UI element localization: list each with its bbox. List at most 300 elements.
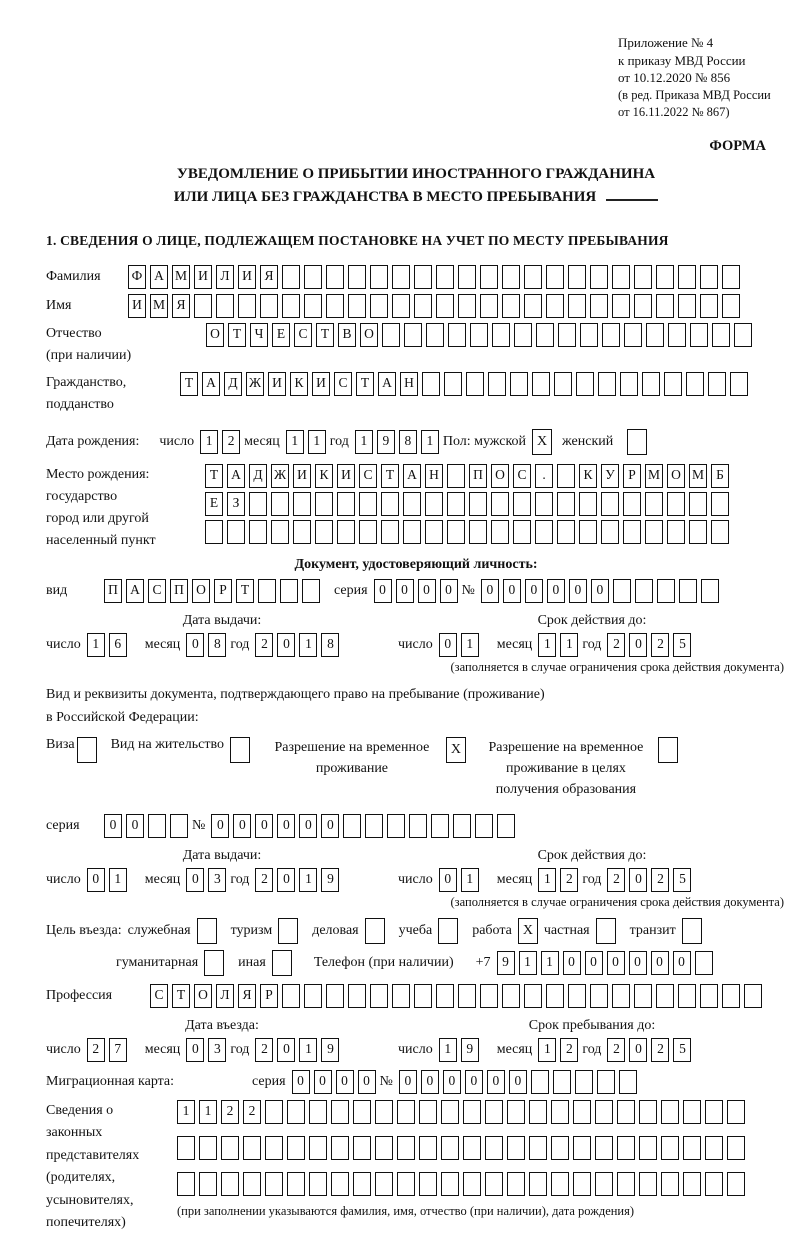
char-cell[interactable] — [678, 984, 696, 1008]
char-cell[interactable] — [617, 1100, 635, 1124]
char-cell[interactable] — [382, 323, 400, 347]
char-cell[interactable] — [282, 984, 300, 1008]
char-cell[interactable] — [568, 984, 586, 1008]
char-cell[interactable] — [513, 492, 531, 516]
char-cell[interactable] — [595, 1172, 613, 1196]
char-cell[interactable] — [601, 492, 619, 516]
char-cell[interactable] — [436, 984, 454, 1008]
char-cell[interactable] — [485, 1100, 503, 1124]
char-cell[interactable]: Т — [236, 579, 254, 603]
char-cell[interactable]: 0 — [314, 1070, 332, 1094]
char-cell[interactable] — [431, 814, 449, 838]
char-cell[interactable] — [546, 294, 564, 318]
char-cell[interactable] — [370, 294, 388, 318]
char-cell[interactable]: 1 — [87, 633, 105, 657]
char-cell[interactable]: С — [334, 372, 352, 396]
char-cell[interactable]: 0 — [277, 1038, 295, 1062]
char-cell[interactable] — [573, 1136, 591, 1160]
char-cell[interactable] — [575, 1070, 593, 1094]
char-cell[interactable] — [466, 372, 484, 396]
char-cell[interactable]: 0 — [418, 579, 436, 603]
char-cell[interactable] — [727, 1100, 745, 1124]
char-cell[interactable]: 1 — [200, 430, 218, 454]
char-cell[interactable] — [403, 520, 421, 544]
char-cell[interactable] — [613, 579, 631, 603]
char-cell[interactable]: 0 — [563, 951, 581, 975]
char-cell[interactable] — [381, 492, 399, 516]
char-cell[interactable]: 1 — [541, 951, 559, 975]
char-cell[interactable]: 0 — [629, 868, 647, 892]
char-cell[interactable] — [689, 520, 707, 544]
char-cell[interactable] — [492, 323, 510, 347]
char-cell[interactable] — [661, 1136, 679, 1160]
char-cell[interactable]: Ж — [271, 464, 289, 488]
char-cell[interactable]: 2 — [222, 430, 240, 454]
char-cell[interactable]: 8 — [321, 633, 339, 657]
purpose-other-checkbox[interactable] — [272, 950, 292, 976]
char-cell[interactable] — [448, 323, 466, 347]
char-cell[interactable] — [507, 1100, 525, 1124]
char-cell[interactable]: О — [667, 464, 685, 488]
char-cell[interactable]: И — [238, 265, 256, 289]
char-cell[interactable] — [705, 1136, 723, 1160]
char-cell[interactable]: 1 — [299, 1038, 317, 1062]
char-cell[interactable] — [309, 1172, 327, 1196]
char-cell[interactable] — [727, 1172, 745, 1196]
char-cell[interactable] — [639, 1172, 657, 1196]
char-cell[interactable]: 0 — [629, 633, 647, 657]
char-cell[interactable] — [514, 323, 532, 347]
char-cell[interactable] — [441, 1172, 459, 1196]
char-cell[interactable]: 0 — [292, 1070, 310, 1094]
char-cell[interactable] — [381, 520, 399, 544]
char-cell[interactable] — [712, 323, 730, 347]
char-cell[interactable] — [353, 1100, 371, 1124]
char-cell[interactable] — [436, 265, 454, 289]
char-cell[interactable] — [551, 1136, 569, 1160]
sex-male-checkbox[interactable]: X — [532, 429, 552, 455]
char-cell[interactable] — [205, 520, 223, 544]
char-cell[interactable] — [304, 984, 322, 1008]
char-cell[interactable] — [469, 520, 487, 544]
char-cell[interactable] — [348, 265, 366, 289]
char-cell[interactable]: 5 — [673, 868, 691, 892]
char-cell[interactable]: И — [293, 464, 311, 488]
char-cell[interactable] — [426, 323, 444, 347]
char-cell[interactable] — [568, 265, 586, 289]
char-cell[interactable] — [315, 492, 333, 516]
char-cell[interactable]: Т — [228, 323, 246, 347]
char-cell[interactable] — [414, 294, 432, 318]
char-cell[interactable]: О — [491, 464, 509, 488]
char-cell[interactable]: П — [104, 579, 122, 603]
char-cell[interactable] — [419, 1172, 437, 1196]
char-cell[interactable]: О — [360, 323, 378, 347]
char-cell[interactable] — [602, 323, 620, 347]
char-cell[interactable] — [392, 294, 410, 318]
char-cell[interactable]: 0 — [443, 1070, 461, 1094]
char-cell[interactable] — [463, 1172, 481, 1196]
char-cell[interactable]: 0 — [440, 579, 458, 603]
char-cell[interactable] — [510, 372, 528, 396]
char-cell[interactable]: 1 — [299, 868, 317, 892]
char-cell[interactable] — [491, 492, 509, 516]
char-cell[interactable]: 9 — [497, 951, 515, 975]
char-cell[interactable] — [348, 984, 366, 1008]
char-cell[interactable]: И — [312, 372, 330, 396]
char-cell[interactable]: Н — [425, 464, 443, 488]
char-cell[interactable] — [700, 265, 718, 289]
char-cell[interactable]: К — [315, 464, 333, 488]
char-cell[interactable] — [700, 984, 718, 1008]
char-cell[interactable] — [529, 1136, 547, 1160]
char-cell[interactable] — [282, 265, 300, 289]
char-cell[interactable] — [595, 1100, 613, 1124]
char-cell[interactable] — [419, 1136, 437, 1160]
char-cell[interactable]: Ф — [128, 265, 146, 289]
char-cell[interactable] — [595, 1136, 613, 1160]
char-cell[interactable] — [397, 1100, 415, 1124]
char-cell[interactable] — [635, 579, 653, 603]
char-cell[interactable]: 6 — [109, 633, 127, 657]
char-cell[interactable]: М — [150, 294, 168, 318]
char-cell[interactable]: 2 — [560, 1038, 578, 1062]
char-cell[interactable] — [326, 984, 344, 1008]
char-cell[interactable] — [502, 984, 520, 1008]
char-cell[interactable] — [397, 1172, 415, 1196]
char-cell[interactable]: С — [294, 323, 312, 347]
char-cell[interactable] — [491, 520, 509, 544]
char-cell[interactable]: 3 — [208, 868, 226, 892]
char-cell[interactable]: 0 — [673, 951, 691, 975]
char-cell[interactable] — [683, 1172, 701, 1196]
char-cell[interactable]: 0 — [629, 1038, 647, 1062]
char-cell[interactable]: Я — [172, 294, 190, 318]
char-cell[interactable]: 9 — [321, 1038, 339, 1062]
temp-residence-education-checkbox[interactable] — [658, 737, 678, 763]
char-cell[interactable]: Я — [238, 984, 256, 1008]
char-cell[interactable] — [678, 294, 696, 318]
char-cell[interactable]: Т — [172, 984, 190, 1008]
char-cell[interactable]: Е — [272, 323, 290, 347]
char-cell[interactable] — [686, 372, 704, 396]
char-cell[interactable] — [375, 1100, 393, 1124]
purpose-business-checkbox[interactable] — [365, 918, 385, 944]
char-cell[interactable] — [419, 1100, 437, 1124]
char-cell[interactable] — [359, 520, 377, 544]
char-cell[interactable] — [557, 520, 575, 544]
char-cell[interactable]: Р — [260, 984, 278, 1008]
char-cell[interactable]: 0 — [439, 868, 457, 892]
char-cell[interactable] — [634, 294, 652, 318]
temp-residence-checkbox[interactable]: X — [446, 737, 466, 763]
purpose-private-checkbox[interactable] — [596, 918, 616, 944]
char-cell[interactable] — [580, 323, 598, 347]
char-cell[interactable] — [148, 814, 166, 838]
char-cell[interactable]: 0 — [277, 633, 295, 657]
char-cell[interactable]: Ж — [246, 372, 264, 396]
char-cell[interactable]: К — [579, 464, 597, 488]
char-cell[interactable]: И — [337, 464, 355, 488]
char-cell[interactable]: 0 — [126, 814, 144, 838]
char-cell[interactable]: 1 — [538, 633, 556, 657]
char-cell[interactable] — [485, 1136, 503, 1160]
char-cell[interactable] — [304, 265, 322, 289]
char-cell[interactable]: 9 — [377, 430, 395, 454]
char-cell[interactable]: 2 — [560, 868, 578, 892]
char-cell[interactable] — [619, 1070, 637, 1094]
char-cell[interactable] — [227, 520, 245, 544]
char-cell[interactable]: 8 — [399, 430, 417, 454]
char-cell[interactable] — [722, 294, 740, 318]
char-cell[interactable] — [727, 1136, 745, 1160]
purpose-study-checkbox[interactable] — [438, 918, 458, 944]
char-cell[interactable] — [646, 323, 664, 347]
char-cell[interactable]: 9 — [461, 1038, 479, 1062]
char-cell[interactable]: И — [128, 294, 146, 318]
char-cell[interactable] — [304, 294, 322, 318]
char-cell[interactable]: 2 — [607, 633, 625, 657]
char-cell[interactable]: Р — [623, 464, 641, 488]
char-cell[interactable] — [502, 265, 520, 289]
char-cell[interactable]: А — [202, 372, 220, 396]
char-cell[interactable] — [529, 1100, 547, 1124]
char-cell[interactable] — [331, 1172, 349, 1196]
char-cell[interactable]: П — [170, 579, 188, 603]
char-cell[interactable] — [365, 814, 383, 838]
char-cell[interactable]: 1 — [538, 1038, 556, 1062]
char-cell[interactable]: А — [378, 372, 396, 396]
char-cell[interactable]: 0 — [439, 633, 457, 657]
char-cell[interactable] — [453, 814, 471, 838]
char-cell[interactable]: 0 — [336, 1070, 354, 1094]
char-cell[interactable]: 0 — [186, 868, 204, 892]
char-cell[interactable]: 2 — [243, 1100, 261, 1124]
char-cell[interactable] — [480, 294, 498, 318]
char-cell[interactable]: 0 — [629, 951, 647, 975]
purpose-tourism-checkbox[interactable] — [278, 918, 298, 944]
char-cell[interactable] — [447, 492, 465, 516]
char-cell[interactable] — [507, 1136, 525, 1160]
char-cell[interactable] — [573, 1172, 591, 1196]
char-cell[interactable] — [744, 984, 762, 1008]
char-cell[interactable]: 1 — [439, 1038, 457, 1062]
char-cell[interactable] — [507, 1172, 525, 1196]
char-cell[interactable] — [414, 984, 432, 1008]
char-cell[interactable]: 1 — [519, 951, 537, 975]
char-cell[interactable] — [221, 1136, 239, 1160]
char-cell[interactable] — [722, 265, 740, 289]
char-cell[interactable]: Л — [216, 984, 234, 1008]
char-cell[interactable] — [441, 1100, 459, 1124]
char-cell[interactable] — [287, 1136, 305, 1160]
char-cell[interactable]: 1 — [199, 1100, 217, 1124]
char-cell[interactable]: 2 — [87, 1038, 105, 1062]
char-cell[interactable] — [392, 984, 410, 1008]
char-cell[interactable]: 1 — [286, 430, 304, 454]
char-cell[interactable] — [370, 265, 388, 289]
char-cell[interactable]: 0 — [585, 951, 603, 975]
char-cell[interactable] — [315, 520, 333, 544]
char-cell[interactable]: 0 — [358, 1070, 376, 1094]
char-cell[interactable] — [249, 492, 267, 516]
char-cell[interactable]: 1 — [421, 430, 439, 454]
char-cell[interactable] — [436, 294, 454, 318]
char-cell[interactable]: Т — [356, 372, 374, 396]
char-cell[interactable]: 0 — [487, 1070, 505, 1094]
char-cell[interactable] — [414, 265, 432, 289]
char-cell[interactable]: 0 — [569, 579, 587, 603]
char-cell[interactable] — [265, 1100, 283, 1124]
char-cell[interactable] — [458, 294, 476, 318]
char-cell[interactable] — [573, 1100, 591, 1124]
char-cell[interactable] — [667, 520, 685, 544]
char-cell[interactable] — [639, 1136, 657, 1160]
char-cell[interactable] — [645, 492, 663, 516]
char-cell[interactable] — [524, 984, 542, 1008]
char-cell[interactable]: Е — [205, 492, 223, 516]
char-cell[interactable] — [679, 579, 697, 603]
char-cell[interactable] — [656, 265, 674, 289]
char-cell[interactable]: Д — [249, 464, 267, 488]
char-cell[interactable] — [425, 492, 443, 516]
char-cell[interactable]: Т — [205, 464, 223, 488]
char-cell[interactable]: 0 — [321, 814, 339, 838]
char-cell[interactable]: И — [194, 265, 212, 289]
char-cell[interactable]: Б — [711, 464, 729, 488]
char-cell[interactable] — [700, 294, 718, 318]
char-cell[interactable] — [689, 492, 707, 516]
char-cell[interactable]: С — [513, 464, 531, 488]
char-cell[interactable]: М — [172, 265, 190, 289]
char-cell[interactable]: 0 — [255, 814, 273, 838]
char-cell[interactable] — [705, 1100, 723, 1124]
char-cell[interactable] — [532, 372, 550, 396]
char-cell[interactable] — [554, 372, 572, 396]
char-cell[interactable] — [422, 372, 440, 396]
char-cell[interactable] — [216, 294, 234, 318]
char-cell[interactable] — [243, 1172, 261, 1196]
purpose-official-checkbox[interactable] — [197, 918, 217, 944]
char-cell[interactable] — [331, 1100, 349, 1124]
char-cell[interactable]: 1 — [308, 430, 326, 454]
char-cell[interactable] — [683, 1136, 701, 1160]
char-cell[interactable] — [553, 1070, 571, 1094]
char-cell[interactable]: 0 — [547, 579, 565, 603]
char-cell[interactable] — [409, 814, 427, 838]
char-cell[interactable] — [657, 579, 675, 603]
char-cell[interactable] — [590, 984, 608, 1008]
char-cell[interactable]: С — [150, 984, 168, 1008]
purpose-humanitarian-checkbox[interactable] — [204, 950, 224, 976]
char-cell[interactable]: 0 — [509, 1070, 527, 1094]
char-cell[interactable] — [265, 1172, 283, 1196]
char-cell[interactable] — [441, 1136, 459, 1160]
char-cell[interactable]: И — [268, 372, 286, 396]
visa-checkbox[interactable] — [77, 737, 97, 763]
char-cell[interactable]: 0 — [186, 1038, 204, 1062]
char-cell[interactable]: Н — [400, 372, 418, 396]
char-cell[interactable]: А — [126, 579, 144, 603]
char-cell[interactable]: Т — [381, 464, 399, 488]
char-cell[interactable] — [678, 265, 696, 289]
char-cell[interactable] — [705, 1172, 723, 1196]
char-cell[interactable] — [612, 294, 630, 318]
char-cell[interactable] — [557, 492, 575, 516]
char-cell[interactable]: 0 — [299, 814, 317, 838]
char-cell[interactable] — [404, 323, 422, 347]
char-cell[interactable] — [194, 294, 212, 318]
char-cell[interactable] — [177, 1136, 195, 1160]
char-cell[interactable] — [309, 1136, 327, 1160]
char-cell[interactable] — [634, 265, 652, 289]
char-cell[interactable] — [667, 492, 685, 516]
char-cell[interactable] — [488, 372, 506, 396]
char-cell[interactable]: К — [290, 372, 308, 396]
char-cell[interactable] — [722, 984, 740, 1008]
char-cell[interactable] — [463, 1136, 481, 1160]
char-cell[interactable] — [524, 294, 542, 318]
char-cell[interactable] — [280, 579, 298, 603]
purpose-transit-checkbox[interactable] — [682, 918, 702, 944]
char-cell[interactable]: 2 — [607, 1038, 625, 1062]
char-cell[interactable] — [199, 1172, 217, 1196]
char-cell[interactable] — [480, 984, 498, 1008]
char-cell[interactable]: О — [192, 579, 210, 603]
char-cell[interactable]: 0 — [233, 814, 251, 838]
char-cell[interactable]: 0 — [277, 868, 295, 892]
char-cell[interactable]: М — [689, 464, 707, 488]
char-cell[interactable]: 7 — [109, 1038, 127, 1062]
char-cell[interactable] — [243, 1136, 261, 1160]
char-cell[interactable]: 1 — [177, 1100, 195, 1124]
char-cell[interactable] — [642, 372, 660, 396]
char-cell[interactable] — [470, 323, 488, 347]
char-cell[interactable] — [708, 372, 726, 396]
char-cell[interactable]: 3 — [208, 1038, 226, 1062]
char-cell[interactable]: 0 — [607, 951, 625, 975]
char-cell[interactable] — [661, 1100, 679, 1124]
char-cell[interactable] — [598, 372, 616, 396]
char-cell[interactable]: М — [645, 464, 663, 488]
char-cell[interactable] — [370, 984, 388, 1008]
char-cell[interactable] — [337, 492, 355, 516]
char-cell[interactable] — [331, 1136, 349, 1160]
char-cell[interactable] — [617, 1172, 635, 1196]
char-cell[interactable]: 2 — [651, 1038, 669, 1062]
char-cell[interactable] — [221, 1172, 239, 1196]
char-cell[interactable]: . — [535, 464, 553, 488]
char-cell[interactable]: У — [601, 464, 619, 488]
char-cell[interactable]: 0 — [396, 579, 414, 603]
char-cell[interactable] — [546, 984, 564, 1008]
char-cell[interactable]: 2 — [651, 868, 669, 892]
char-cell[interactable] — [711, 492, 729, 516]
char-cell[interactable]: Д — [224, 372, 242, 396]
char-cell[interactable] — [558, 323, 576, 347]
char-cell[interactable] — [645, 520, 663, 544]
char-cell[interactable] — [531, 1070, 549, 1094]
char-cell[interactable]: Л — [216, 265, 234, 289]
char-cell[interactable] — [551, 1100, 569, 1124]
char-cell[interactable] — [656, 294, 674, 318]
char-cell[interactable] — [458, 265, 476, 289]
char-cell[interactable]: 0 — [87, 868, 105, 892]
char-cell[interactable]: 1 — [355, 430, 373, 454]
char-cell[interactable]: 2 — [651, 633, 669, 657]
char-cell[interactable] — [546, 265, 564, 289]
char-cell[interactable]: 2 — [255, 1038, 273, 1062]
